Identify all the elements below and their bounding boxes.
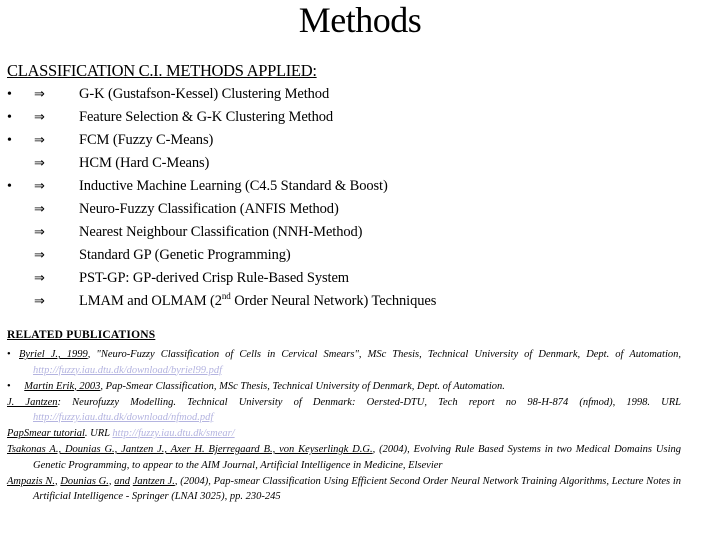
bullet-icon: • (7, 133, 12, 148)
method-label-part: Order Neural Network) Techniques (230, 293, 437, 309)
method-label: Feature Selection & G-K Clustering Method (79, 109, 334, 125)
method-item (0, 106, 720, 129)
implies-arrow-icon: ⇒ (34, 156, 45, 171)
bullet-icon: • (7, 179, 12, 194)
method-label-part: LMAM and OLMAM (2 (79, 293, 222, 309)
method-label: FCM (Fuzzy C-Means) (79, 132, 214, 148)
method-label: HCM (Hard C-Means) (79, 155, 210, 171)
publication-author-link[interactable]: Jantzen J. (132, 475, 175, 487)
method-item (0, 175, 720, 198)
publication-item (7, 442, 681, 473)
publication-url-link[interactable]: http://fuzzy.iau.dtu.dk/download/nfmod.pdf (33, 412, 214, 423)
publication-text: : Neurofuzzy Modelling. Technical University of Denmark: Oersted-DTU, Tech report no 98-H-874 (nfmod), 1998. URL (57, 396, 681, 408)
implies-arrow-icon: ⇒ (34, 87, 45, 102)
method-label: PST-GP: GP-derived Crisp Rule-Based System (79, 270, 349, 286)
publication-author-link[interactable]: Martin Erik, 2003 (24, 380, 101, 392)
method-label: Nearest Neighbour Classification (NNH-Method) (79, 224, 363, 240)
implies-arrow-icon: ⇒ (34, 202, 45, 217)
implies-arrow-icon: ⇒ (34, 248, 45, 263)
bullet-icon: • (7, 110, 12, 125)
publication-text: , Pap-Smear Classification, MSc Thesis, Technical University of Denmark, Dept. of Automation. (100, 380, 505, 392)
implies-arrow-icon: ⇒ (34, 133, 45, 148)
publication-text: , (2004), Evolving Rule Based Systems in two Medical Domains Using Genetic Programming, to appear to the AIM Journal, Artificial Intelligence in Medicine, Elsevier (33, 444, 681, 471)
publication-item (7, 395, 681, 426)
publication-text: . URL (84, 428, 113, 439)
publication-text: , (2004), Pap-smear Classification Using Efficient Second Order Neural Network Training Algorithms, Lecture Notes in Artificial Intelligence - Springer (LNAI 3025), pp. 230-245 (33, 475, 682, 502)
publication-author-link[interactable]: PapSmear tutorial (7, 428, 85, 439)
method-item (0, 83, 720, 106)
method-item (0, 129, 720, 152)
publication-author-link[interactable]: Byriel J., 1999 (19, 349, 88, 360)
bullet-icon: • (7, 87, 12, 102)
method-label: G-K (Gustafson-Kessel) Clustering Method (79, 86, 330, 102)
implies-arrow-icon: ⇒ (34, 110, 45, 125)
implies-arrow-icon: ⇒ (34, 225, 45, 240)
publication-url-link[interactable]: http://fuzzy.iau.dtu.dk/smear/ (112, 428, 235, 439)
implies-arrow-icon: ⇒ (34, 294, 45, 309)
bullet-icon: • (7, 349, 11, 360)
method-label: Inductive Machine Learning (C4.5 Standard & Boost) (79, 178, 388, 194)
section-heading: CLASSIFICATION C.I. METHODS APPLIED: (7, 61, 317, 80)
method-item (0, 221, 720, 244)
method-label: Standard GP (Genetic Programming) (79, 247, 291, 263)
implies-arrow-icon: ⇒ (34, 179, 45, 194)
method-item (0, 244, 720, 267)
method-item (0, 152, 720, 175)
implies-arrow-icon: ⇒ (34, 271, 45, 286)
publication-item (7, 379, 681, 395)
publication-author-link[interactable]: Dounias G., (60, 475, 112, 487)
method-label: Neuro-Fuzzy Classification (ANFIS Method) (79, 201, 339, 217)
bullet-icon: • (7, 380, 11, 392)
publication-url-link[interactable]: http://fuzzy.iau.dtu.dk/download/byriel99.pdf (33, 364, 222, 376)
method-label (79, 290, 436, 313)
publication-item (7, 474, 681, 505)
method-item (0, 267, 720, 290)
publication-item (7, 426, 681, 442)
superscript: nd (221, 291, 231, 302)
publication-author-link: and (114, 475, 131, 487)
publications-heading: RELATED PUBLICATIONS (7, 329, 156, 341)
method-item (0, 290, 720, 313)
publication-author-link[interactable]: J. Jantzen (7, 396, 58, 408)
slide-title: Methods (298, 0, 422, 40)
publication-item (7, 347, 681, 378)
publication-text: , "Neuro-Fuzzy Classification of Cells in Cervical Smears", MSc Thesis, Technical University of Denmark, Dept. of Automation, (87, 349, 681, 360)
publication-author-link[interactable]: Tsakonas A., Dounias G., Jantzen J., Axer H. Bjerregaard B., von Keyserlingk D.G. (7, 444, 373, 455)
publication-author-link[interactable]: Ampazis N., (7, 475, 58, 487)
publications-list (7, 347, 681, 505)
methods-list (0, 83, 720, 313)
method-item (0, 198, 720, 221)
